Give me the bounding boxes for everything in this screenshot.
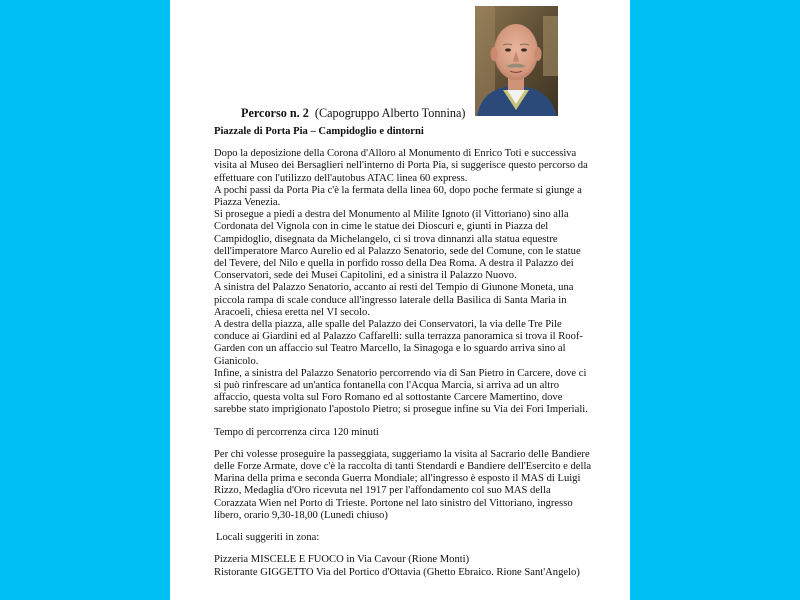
itinerary-text — [214, 148, 594, 416]
paragraph: A destra della piazza, alle spalle del Palazzo dei Conservatori, la via delle Tre Pile conduce ai Giardini ed al Palazzo Caffarelli: sulla terrazza panoramica si trova il Roof-Garden con un affaccio sul Teatro Marcello, la Sinagoga e lo sguardo arriva sino al Gianicolo. — [214, 319, 583, 367]
paragraph: Dopo la deposizione della Corona d'Alloro al Monumento di Enrico Toti e successiva visita al Museo dei Bersaglieri nell'interno di Porta Pia, si suggerisce questo percorso da effettuare con l'utilizzo dell'autobus ATAC linea 60 express. — [214, 148, 588, 184]
locali-title: Locali suggeriti in zona: — [216, 532, 320, 544]
group-leader-photo — [475, 6, 558, 116]
group-leader-label: (Capogruppo Alberto Tonnina) — [314, 106, 466, 120]
paragraph: Infine, a sinistra del Palazzo Senatorio percorrendo via di San Pietro in Carcere, dove ci si può rinfrescare ad un'antica fontanella con l'Acqua Marcia, si arriva ad un altro affaccio, questa volta sul Foro Romano ed al sottostante Carcere Mamertino, dove sarebbe stato imprigionato l'apostolo Pietro; si prosegue infine su Via dei Fori Imperiali. — [214, 367, 588, 416]
duration-text: Tempo di percorrenza circa 120 minuti — [214, 426, 379, 438]
paragraph: A pochi passi da Porta Pia c'è la fermata della linea 60, dopo poche fermate si giunge a Piazza Venezia. — [214, 184, 582, 209]
portrait-image — [475, 6, 558, 116]
document-body — [214, 126, 594, 579]
paragraph: Si prosegue a piedi a destra del Monumento al Milite Ignoto (il Vittoriano) sino alla Cordonata del Vignola con in cime le statue dei Dioscuri e, giunti in Piazza del Campidoglio, disegnata da Michelangelo, ci si trova dinnanzi alla statua equestre dell'imperatore Marco Aurelio ed al Palazzo Senatorio, sede del Comune, con le statue del Tevere, del Nilo e quella in porfido rosso della Dea Roma. A destra il Palazzo dei Conservatori, sede dei Musei Capitolini, ed a sinistra il Palazzo Nuovo. — [214, 209, 581, 282]
locale-item: Pizzeria MISCELE E FUOCO in Via Cavour (Rione Monti) — [214, 554, 470, 566]
route-title — [241, 106, 465, 120]
extension-text: Per chi volesse proseguire la passeggiata, suggeriamo la visita al Sacrario delle Bandiere delle Forze Armate, dove c'è la raccolta di tanti Stendardi e Bandiere dell'Esercito e della Marina della prima e seconda Guerra Mondiale; all'ingresso è esposto il MAS di Luigi Rizzo, Medaglia d'Oro ricevuta nel 1917 per l'affondamento col suo MAS della Corazzata Wien nel Porto di Trieste. Portone nel lato sinistro del Vittoriano, ingresso libero, orario 9,30-18,00 (Lunedì chiuso) — [214, 448, 592, 521]
section-title: Piazzale di Porta Pia – Campidoglio e dintorni — [214, 126, 424, 137]
locale-item: Ristorante GIGGETTO Via del Portico d'Ottavia (Ghetto Ebraico. Rione Sant'Angelo) — [214, 566, 580, 578]
route-label: Percorso n. 2 — [241, 106, 309, 120]
document-page — [170, 0, 630, 600]
paragraph: A sinistra del Palazzo Senatorio, accanto ai resti del Tempio di Giunone Moneta, una piccola rampa di scale conduce all'ingresso laterale della Basilica di Santa Maria in Aracoeli, chiesa eretta nel VI secolo. — [214, 282, 574, 318]
